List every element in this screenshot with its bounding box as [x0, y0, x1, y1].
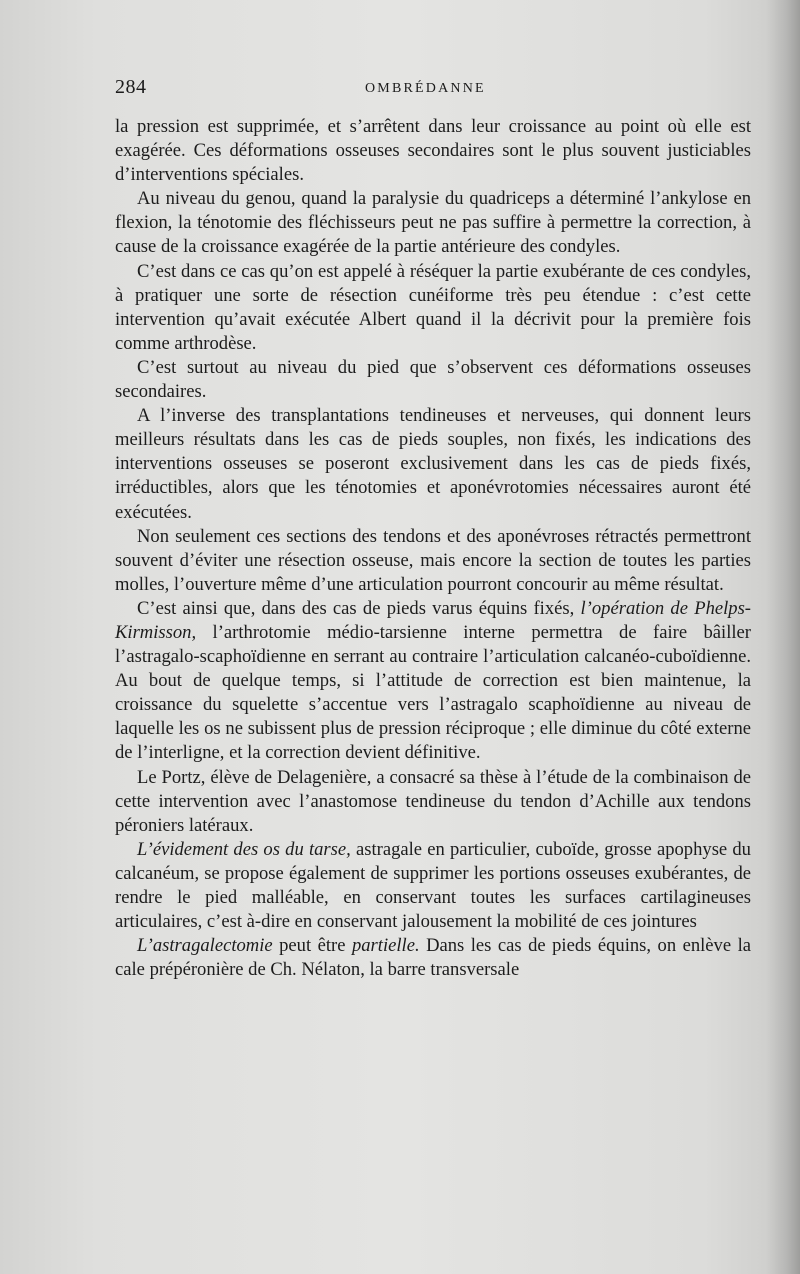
paragraph-p8	[115, 766, 751, 838]
paragraph-text: C’est ainsi que, dans des cas de pieds varus équins fixés,	[137, 597, 581, 619]
paragraph-p6	[115, 525, 751, 597]
italic-text: partielle.	[351, 935, 420, 957]
italic-text: L’astragalectomie	[137, 935, 273, 957]
paragraph-text: astragale en particulier, cuboïde, grosse apophyse du calcanéum, se propose également de supprimer les portions osseuses exubérantes, de rendre le pied malléable, en conservant toutes les surfaces cartilagineuses articulaires, c’est à-dire en conservant jalousement la mobilité de ces jointures	[115, 838, 751, 933]
paragraph-p7	[115, 597, 751, 766]
paragraph-text: l’arthrotomie médio-tarsienne interne permettra de faire bâiller l’astragalo-scaphoïdienne en serrant au contraire l’articulation calcanéo-cuboïdienne. Au bout de quelque temps, si l’attitude de correction est bien maintenue, la croissance du squelette s’accentue vers l’astragalo scaphoïdienne au niveau de laquelle les os ne subissent plus de pression réciproque ; elle diminue du côté externe de l’interligne, et la correction devient définitive.	[115, 621, 751, 764]
italic-text: l’opération de Phelps-Kirmisson,	[115, 597, 752, 643]
paragraph-text: Au niveau du genou, quand la paralysie du quadriceps a déterminé l’ankylose en flexion, la ténotomie des fléchisseurs peut ne pas suffire à permettre la correction, à cause de la croissance exagérée de la partie antérieure des condyles.	[115, 188, 751, 258]
paragraph-p2	[115, 187, 751, 259]
paragraph-p4	[115, 356, 751, 404]
paragraph-text: Dans les cas de pieds équins, on enlève la cale prépéronière de Ch. Nélaton, la barre transversale	[115, 935, 751, 981]
paragraph-p10	[115, 934, 751, 982]
page-edge-shadow	[766, 0, 800, 1274]
italic-text: L’évidement des os du tarse,	[137, 838, 351, 860]
page-header	[115, 76, 750, 106]
running-head: OMBRÉDANNE	[365, 81, 486, 96]
paragraph-text: Non seulement ces sections des tendons et des aponévroses rétractés permettront souvent d’éviter une résection osseuse, mais encore la section de toutes les parties molles, l’ouverture même d’une articulation pourront concourir au même résultat.	[115, 525, 751, 595]
paragraph-p1	[115, 115, 751, 187]
paragraph-p9	[115, 838, 751, 934]
paragraph-text: Le Portz, élève de Delagenière, a consacré sa thèse à l’étude de la combinaison de cette intervention avec l’anastomose tendineuse du tendon d’Achille aux tendons péroniers latéraux.	[115, 766, 751, 836]
paragraph-p3	[115, 260, 751, 356]
paragraph-text: C’est surtout au niveau du pied que s’observent ces déformations osseuses secondaires.	[115, 356, 751, 403]
page-number: 284	[115, 76, 147, 98]
paragraph-text: la pression est supprimée, et s’arrêtent dans leur croissance au point où elle est exagérée. Ces déformations osseuses secondaires sont le plus souvent justiciables d’interventions spéciales.	[115, 116, 751, 186]
paragraph-text: peut être	[272, 935, 352, 957]
body-text	[115, 115, 751, 982]
paragraph-text: A l’inverse des transplantations tendineuses et nerveuses, qui donnent leurs meilleurs résultats dans les cas de pieds souples, non fixés, les indications des interventions osseuses se poseront exclusivement dans les cas de pieds fixés, irréductibles, alors que les ténotomies et aponévrotomies nécessaires auront été exécutées.	[115, 405, 751, 523]
paragraph-text: C’est dans ce cas qu’on est appelé à réséquer la partie exubérante de ces condyles, à pratiquer une sorte de résection cunéiforme très peu étendue : c’est cette intervention qu’avait exécutée Albert quand il la décrivit pour la première fois comme arthrodèse.	[115, 260, 751, 354]
paragraph-p5	[115, 404, 751, 524]
